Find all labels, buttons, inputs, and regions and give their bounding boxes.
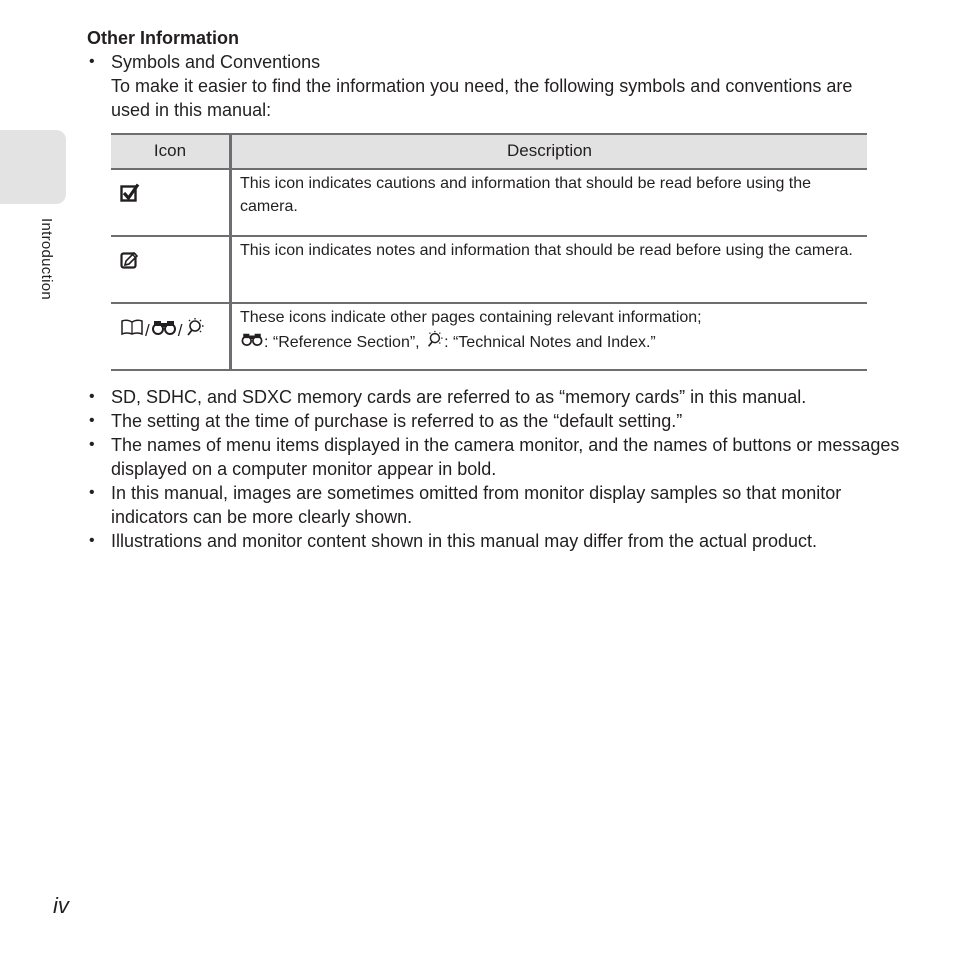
icon-separator: / [145,320,150,340]
list-item-text: SD, SDHC, and SDXC memory cards are referred to as “memory cards” in this manual. [111,387,807,407]
caution-check-icon [120,183,140,211]
bullet-marker: • [89,436,95,453]
lightbulb-technical-icon [183,317,205,345]
list-item-text: The names of menu items displayed in the camera monitor, and the names of buttons or messages displayed on a computer monitor appear in bold. [111,435,900,479]
technical-notes-text: : “Technical Notes and Index.” [444,333,656,351]
intro-heading: Symbols and Conventions [111,52,321,72]
list-item [87,433,901,481]
table-row [111,236,867,303]
chapter-tab [0,130,66,204]
icon-cell [111,303,231,370]
book-page-icon [120,318,144,344]
lightbulb-technical-icon [424,330,444,356]
list-item [87,529,901,553]
chapter-label: Introduction [38,218,55,300]
bullet-marker: • [89,532,95,549]
intro-list-item [87,50,887,122]
table-header-row [111,134,867,169]
binoculars-reference-icon [151,319,177,343]
bullet-marker: • [89,53,95,70]
reference-section-text: : “Reference Section”, [264,333,420,351]
header-description: Description [231,134,868,169]
list-item-text: Illustrations and monitor content shown in this manual may differ from the actual product. [111,531,818,551]
description-cell: This icon indicates cautions and information that should be read before using the camera. [231,169,868,236]
table-row [111,303,867,370]
bullet-marker: • [89,388,95,405]
description-line [240,330,859,356]
table-row [111,169,867,236]
bullet-marker: • [89,484,95,501]
symbols-table [111,133,867,371]
header-icon: Icon [111,134,231,169]
conventions-list [87,385,900,553]
description-line: These icons indicate other pages containing relevant information; [240,309,702,326]
description-cell: This icon indicates notes and information that should be read before using the camera. [231,236,868,303]
list-item-text: In this manual, images are sometimes omitted from monitor display samples so that monitor indicators can be more clearly shown. [111,483,842,527]
list-item [87,385,901,409]
list-item [87,481,901,529]
description-cell [231,303,868,370]
icon-cell [111,169,231,236]
binoculars-reference-icon [240,331,264,354]
bullet-marker: • [89,412,95,429]
page-content [87,26,900,553]
list-item [87,409,901,433]
intro-body: To make it easier to find the information you need, the following symbols and conventions are used in this manual: [111,76,853,120]
list-item-text: The setting at the time of purchase is referred to as the “default setting.” [111,411,683,431]
section-title: Other Information [87,28,239,48]
note-pencil-icon [120,250,140,278]
icon-cell [111,236,231,303]
page-number: iv [53,893,69,918]
icon-separator: / [177,320,183,340]
